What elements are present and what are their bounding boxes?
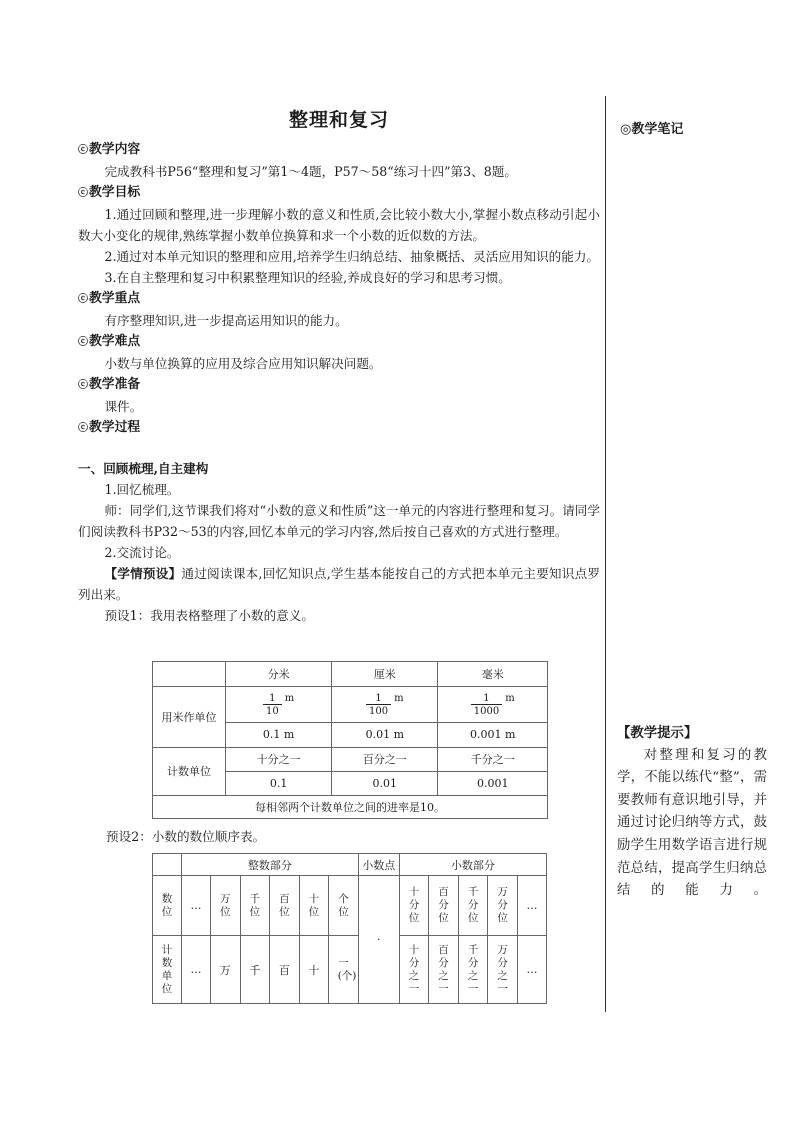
integer-part-header: 整数部分	[182, 854, 359, 876]
decimal-part-header: 小数部分	[399, 854, 546, 876]
place-cell: 百分位	[429, 876, 459, 936]
tips-text: 对整理和复习的教学，不能以练代“整”，需要教师有意识地引导，并通过讨论归纳等方式，鼓励学生用数学语言进行规范总结，提高学生归纳总结的能力。	[617, 747, 767, 899]
prep-text: 课件。	[104, 399, 143, 414]
teacher-text: 师：同学们,这节课我们将对“小数的意义和性质”这一单元的内容进行整理和复习。请同学们阅读教科书P32～53的内容,回忆本单元的学习内容,然后按自己喜欢的方式进行整理。	[78, 503, 600, 539]
unit-cell: 千分之一	[458, 936, 488, 1004]
page-title: 整理和复习	[288, 109, 389, 131]
bullet-icon: ⓒ	[78, 188, 88, 199]
place-cell: 个位	[329, 876, 359, 936]
ellipsis-cell: …	[518, 936, 547, 1004]
unit-cell: 十	[299, 936, 329, 1004]
section-heading-process: ⓒ教学过程	[78, 420, 141, 435]
unit-cell: 十分之一	[399, 936, 429, 1004]
decimal-cell: 0.1 m	[226, 723, 332, 747]
table-cell-empty	[153, 662, 226, 687]
table-cell-empty	[153, 854, 182, 876]
unit-name-cell: 十分之一	[226, 747, 332, 771]
place-cell: 十位	[299, 876, 329, 936]
decimal-meaning-table	[152, 661, 548, 819]
unit-cell: 万分之一	[488, 936, 518, 1004]
section-heading-prep: ⓒ教学准备	[78, 377, 141, 392]
place-value-table	[152, 853, 547, 1004]
bullet-icon: ⓒ	[78, 423, 88, 434]
unit-name-cell: 百分之一	[332, 747, 438, 771]
goal-item: 3.在自主整理和复习中积累整理知识的经验,养成良好的学习和思考习惯。	[104, 270, 511, 285]
ellipsis-cell: …	[182, 876, 211, 936]
place-cell: 万位	[211, 876, 241, 936]
row-label: 计数单位	[153, 747, 226, 795]
unit-cell: 万	[211, 936, 241, 1004]
lesson-plan-body	[78, 100, 600, 626]
row-label: 数位	[153, 876, 182, 936]
section-heading-difficulty: ⓒ教学难点	[78, 334, 141, 349]
row-label: 用米作单位	[153, 687, 226, 747]
side-notes-heading: ◎教学笔记	[620, 122, 684, 137]
preset-text: 通过阅读课本,回忆知识点,学生基本能按自己的方式把本单元主要知识点罗列出来。	[78, 566, 601, 602]
place-cell: 万分位	[488, 876, 518, 936]
place-cell: 千分位	[458, 876, 488, 936]
ellipsis-cell: …	[518, 876, 547, 936]
fraction-cell: $\frac{1}{10}$ m	[226, 687, 332, 723]
key-text: 有序整理知识,进一步提高运用知识的能力。	[104, 313, 348, 328]
unit-value-cell: 0.01	[332, 771, 438, 795]
bullet-icon: ⓒ	[78, 380, 88, 391]
section-heading-key: ⓒ教学重点	[78, 291, 141, 306]
unit-cell: 百分之一	[429, 936, 459, 1004]
decimal-cell: 0.01 m	[332, 723, 438, 747]
unit-cell: 一(个)	[329, 936, 359, 1004]
preset1-text: 预设1：我用表格整理了小数的意义。	[104, 608, 314, 623]
column-divider	[605, 96, 606, 1012]
table-header: 厘米	[332, 662, 438, 687]
difficulty-text: 小数与单位换算的应用及综合应用知识解决问题。	[104, 356, 382, 371]
unit-name-cell: 千分之一	[438, 747, 548, 771]
table-footer: 每相邻两个计数单位之间的进率是10。	[153, 795, 548, 818]
tips-title: 【教学提示】	[617, 725, 698, 741]
table-header: 毫米	[438, 662, 548, 687]
step-text: 2.交流讨论。	[104, 545, 180, 560]
table-header: 分米	[226, 662, 332, 687]
goal-item: 1.通过回顾和整理,进一步理解小数的意义和性质,会比较小数大小,掌握小数点移动引起小数大小变化的规律,熟练掌握小数单位换算和求一个小数的近似数的方法。	[78, 207, 600, 243]
unit-cell: 千	[240, 936, 270, 1004]
part1-heading: 一、回顾梳理,自主建构	[78, 461, 209, 476]
point-header: 小数点	[358, 854, 399, 876]
unit-value-cell: 0.1	[226, 771, 332, 795]
ellipsis-cell: …	[182, 936, 211, 1004]
step-text: 1.回忆梳理。	[104, 482, 180, 497]
row-label: 计数单位	[153, 936, 182, 1004]
unit-value-cell: 0.001	[438, 771, 548, 795]
unit-cell: 百	[270, 936, 300, 1004]
preset2-text: 预设2：小数的数位顺序表。	[106, 829, 266, 844]
fraction-cell: $\frac{1}{100}$ m	[332, 687, 438, 723]
fraction-cell: $\frac{1}{1000}$ m	[438, 687, 548, 723]
bullet-icon: ⓒ	[78, 337, 88, 348]
goal-item: 2.通过对本单元知识的整理和应用,培养学生归纳总结、抽象概括、灵活应用知识的能力。	[104, 249, 600, 264]
content-text: 完成教科书P56“整理和复习”第1～4题，P57～58“练习十四”第3、8题。	[104, 164, 517, 179]
section-heading-content: ⓒ教学内容	[78, 142, 141, 157]
preset-label: 【学情预设】	[104, 566, 182, 581]
place-cell: 千位	[240, 876, 270, 936]
section-heading-goals: ⓒ教学目标	[78, 185, 141, 200]
decimal-point-cell: ·	[358, 876, 399, 1004]
teaching-tips	[617, 722, 767, 903]
preset-paragraph	[78, 563, 600, 605]
place-cell: 十分位	[399, 876, 429, 936]
bullet-icon: ⓒ	[78, 294, 88, 305]
place-cell: 百位	[270, 876, 300, 936]
bullet-icon: ⓒ	[78, 145, 88, 156]
decimal-cell: 0.001 m	[438, 723, 548, 747]
